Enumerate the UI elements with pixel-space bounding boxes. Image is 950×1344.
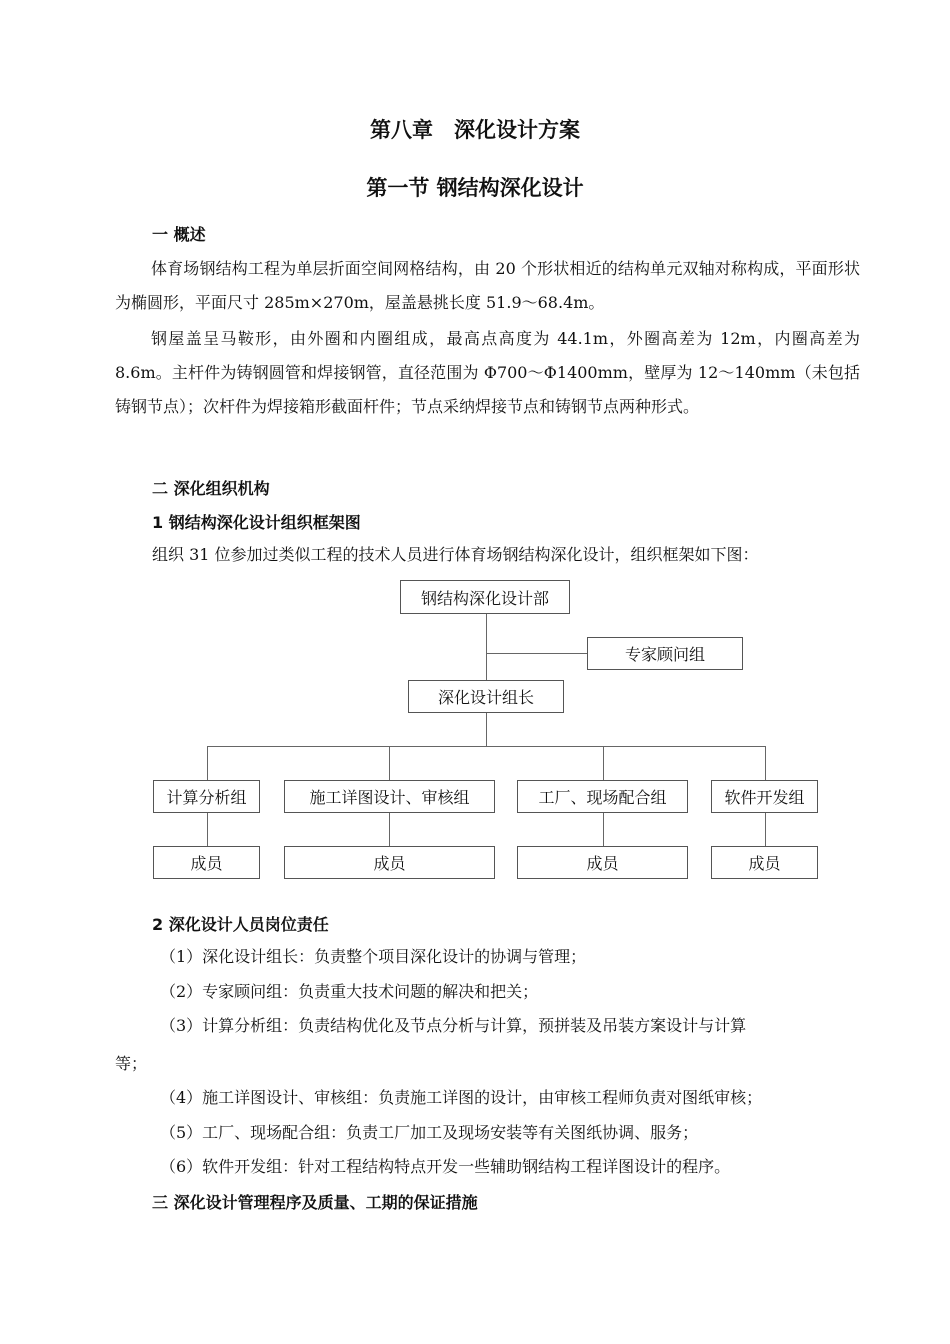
paragraph-overview-2: 钢屋盖呈马鞍形，由外圈和内圈组成，最高点高度为 44.1m，外圈高差为 12m，内圈高差为 8.6m。主杆件为铸钢圆管和焊接钢管，直径范围为 Φ700～Φ1400mm，壁厚为 12～140mm（未包括铸钢节点）；次杆件为焊接箱形截面杆件；节点采纳焊接节点和铸钢节点两种形式。 (115, 329, 860, 416)
section-title: 第一节 钢结构深化设计 (366, 176, 584, 200)
org-node-advisor: 专家顾问组 (587, 637, 743, 670)
duty-item: （2）专家顾问组：负责重大技术问题的解决和把关； (160, 982, 539, 1001)
org-node-leader: 深化设计组长 (408, 680, 564, 713)
connector-line (207, 813, 208, 847)
org-node-group: 计算分析组 (153, 780, 260, 813)
org-node-members: 成员 (153, 846, 260, 879)
org-node-department: 钢结构深化设计部 (400, 580, 570, 614)
duty-item: （3）计算分析组：负责结构优化及节点分析与计算，预拼装及吊装方案设计与计算 (160, 1016, 747, 1035)
connector-line (486, 653, 588, 654)
org-node-group: 工厂、现场配合组 (517, 780, 688, 813)
paragraph-overview-1: 体育场钢结构工程为单层折面空间网格结构，由 20 个形状相近的结构单元双轴对称构成，平面形状为椭圆形，平面尺寸 285m×270m，屋盖悬挑长度 51.9～68.4m。 (115, 259, 860, 312)
chapter-title: 第八章 深化设计方案 (370, 118, 580, 142)
subheading-duties: 2 深化设计人员岗位责任 (152, 915, 329, 934)
duty-item: （6）软件开发组：针对工程结构特点开发一些辅助钢结构工程详图设计的程序。 (160, 1157, 731, 1176)
connector-line (389, 813, 390, 847)
connector-line (603, 813, 604, 847)
connector-line (207, 746, 765, 747)
connector-line (486, 613, 487, 681)
org-intro-text: 组织 31 位参加过类似工程的技术人员进行体育场钢结构深化设计，组织框架如下图： (152, 545, 759, 564)
connector-line (765, 813, 766, 847)
org-node-members: 成员 (711, 846, 818, 879)
heading-overview: 一 概述 (152, 225, 206, 244)
org-node-members: 成员 (517, 846, 688, 879)
duty-item: （1）深化设计组长：负责整个项目深化设计的协调与管理； (160, 947, 587, 966)
duty-item: （5）工厂、现场配合组：负责工厂加工及现场安装等有关图纸协调、服务； (160, 1123, 699, 1142)
connector-line (765, 746, 766, 780)
duty-item: （4）施工详图设计、审核组：负责施工详图的设计，由审核工程师负责对图纸审核； (160, 1088, 763, 1107)
org-node-group: 施工详图设计、审核组 (284, 780, 495, 813)
org-node-group: 软件开发组 (711, 780, 818, 813)
connector-line (207, 746, 208, 780)
heading-management: 三 深化设计管理程序及质量、工期的保证措施 (152, 1193, 478, 1212)
subheading-org-chart: 1 钢结构深化设计组织框架图 (152, 513, 361, 532)
connector-line (486, 713, 487, 746)
duty-item-continuation: 等； (115, 1054, 148, 1073)
org-node-members: 成员 (284, 846, 495, 879)
connector-line (603, 746, 604, 780)
connector-line (389, 746, 390, 780)
heading-organization: 二 深化组织机构 (152, 479, 270, 498)
